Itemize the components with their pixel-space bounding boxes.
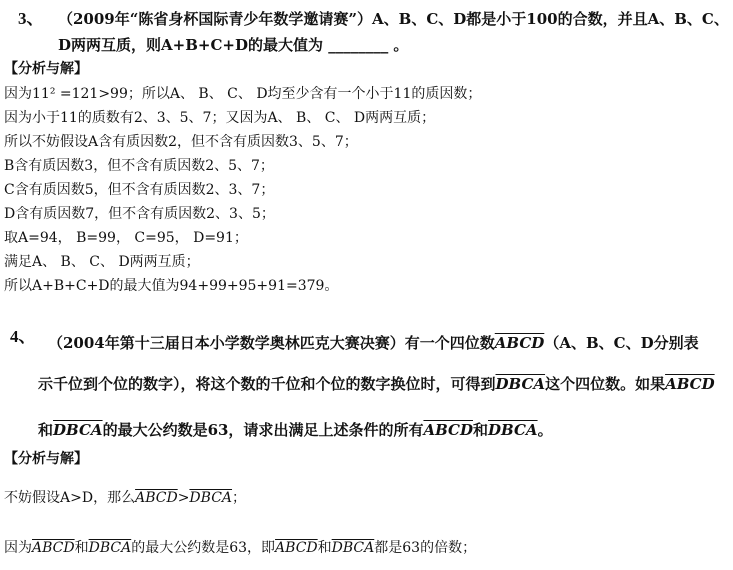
dbca-overline-number: DBCA — [88, 540, 132, 556]
problem-4-stem-line-3 — [38, 423, 553, 438]
problem-3-stem-line-2: D两两互质，则A+B+C+D的最大值为 ________ 。 — [58, 36, 409, 54]
problem-3-solution-line: 因为11² =121>99；所以A、 B、 C、 D均至少含有一个小于11的质因数； — [4, 86, 482, 102]
solution-text: 的最大公约数是63，即 — [131, 540, 276, 556]
dbca-overline-number: DBCA — [53, 421, 103, 439]
problem-4-solution-line-2 — [4, 541, 476, 555]
problem-3-solution-line: 所以A+B+C+D的最大值为94+99+95+91=379。 — [4, 278, 339, 294]
abcd-overline-number: ABCD — [665, 375, 715, 393]
problem-3-solution-line: D含有质因数7，但不含有质因数2、3、5； — [4, 206, 275, 222]
abcd-overline-number: ABCD — [423, 421, 473, 439]
problem-3-solution-line: 取A=94， B=99， C=95， D=91； — [4, 230, 248, 246]
solution-text: 和 — [317, 540, 332, 556]
problem-3-solution-line: 所以不妨假设A含有质因数2，但不含有质因数3、5、7； — [4, 134, 358, 150]
solution-text: 都是63的倍数； — [374, 540, 477, 556]
stem-text: （2004年第十三届日本小学数学奥林匹克大赛决赛）有一个四位数 — [48, 334, 495, 352]
problem-4-solution-line-1 — [4, 491, 246, 505]
problem-3-analysis-heading: 【分析与解】 — [4, 61, 88, 77]
solution-text: 和 — [74, 540, 89, 556]
stem-text: 的最大公约数是63，请求出满足上述条件的所有 — [102, 421, 424, 439]
stem-text: 和 — [38, 421, 54, 439]
stem-text: 。 — [537, 421, 553, 439]
problem-3-solution-line: B含有质因数3，但不含有质因数2、5、7； — [4, 158, 274, 174]
problem-4-number: 4、 — [10, 327, 36, 346]
solution-text: 不妨假设A>D，那么 — [4, 490, 136, 506]
problem-4-analysis-heading: 【分析与解】 — [4, 451, 88, 467]
abcd-overline-number: ABCD — [135, 490, 178, 506]
dbca-overline-number: DBCA — [488, 421, 538, 439]
stem-text: （A、B、C、D分别表 — [544, 334, 699, 352]
dbca-overline-number: DBCA — [495, 375, 546, 393]
problem-3-solution-line: 满足A、 B、 C、 D两两互质； — [4, 254, 200, 270]
solution-text: > — [177, 490, 190, 506]
stem-text: 这个四位数。如果 — [545, 375, 666, 393]
stem-text: 示千位到个位的数字），将这个数的千位和个位的数字换位时，可得到 — [38, 375, 496, 393]
abcd-overline-number: ABCD — [32, 540, 75, 556]
dbca-overline-number: DBCA — [189, 490, 233, 506]
abcd-overline-number: ABCD — [494, 334, 545, 352]
problem-4-stem-line-2 — [38, 377, 715, 392]
solution-text: ； — [232, 490, 247, 506]
solution-text: 因为 — [4, 540, 32, 556]
stem-text: 和 — [473, 421, 489, 439]
problem-4-stem-line-1 — [48, 336, 699, 351]
abcd-overline-number: ABCD — [275, 540, 318, 556]
problem-3-stem-line-1: （2009年“陈省身杯国际青少年数学邀请赛”）A、B、C、D都是小于100的合数，并且A、B、C、 — [58, 10, 729, 28]
problem-3-solution-line: 因为小于11的质数有2、3、5、7；又因为A、 B、 C、 D两两互质； — [4, 110, 436, 126]
problem-3-solution-line: C含有质因数5，但不含有质因数2、3、7； — [4, 182, 275, 198]
problem-3-number: 3、 — [18, 9, 44, 28]
dbca-overline-number: DBCA — [331, 540, 375, 556]
